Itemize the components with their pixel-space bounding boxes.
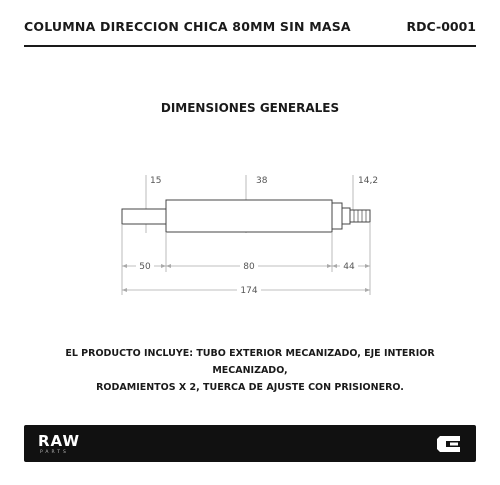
adjust-nut [342,208,350,224]
dim-top-right: 14,2 [358,176,379,186]
product-code: RDC-0001 [406,19,476,34]
bearing-collar [332,203,342,229]
dim-bottom-middle: 80 [243,262,255,272]
outer-tube [166,200,332,232]
splined-end [350,210,370,222]
footer-bar [24,425,476,462]
brand-logo-subtext: PARTS [40,450,69,455]
product-includes-note [40,345,460,396]
shaft-left [122,209,166,224]
header-divider [24,45,476,47]
dim-bottom-right: 44 [343,262,355,272]
technical-drawing [0,160,500,305]
brand-logo-text: RAW [38,432,81,450]
document-title: COLUMNA DIRECCION CHICA 80MM SIN MASA [24,19,351,34]
dim-total: 174 [240,286,258,296]
dim-top-left: 15 [150,176,162,186]
note-line-2: RODAMIENTOS X 2, TUERCA DE AJUSTE CON PRISIONERO. [96,382,404,393]
note-line-1: EL PRODUCTO INCLUYE: TUBO EXTERIOR MECANIZADO, EJE INTERIOR MECANIZADO, [65,348,435,376]
dim-top-middle: 38 [256,176,268,186]
raw-c-logo-icon [436,434,462,454]
dim-bottom-left: 50 [139,262,151,272]
section-title: DIMENSIONES GENERALES [160,101,340,115]
